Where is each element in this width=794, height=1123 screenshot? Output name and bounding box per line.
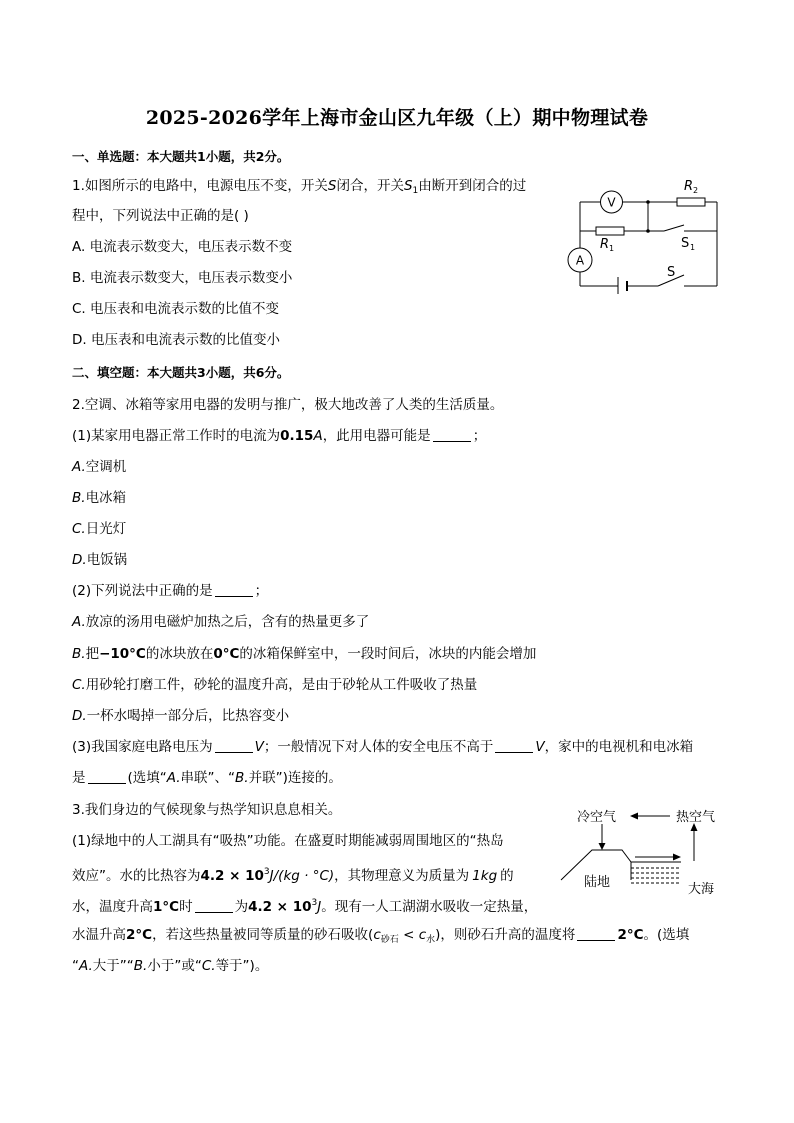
s-label: S [667,265,676,280]
q1-symbol-s1-sub: 1 [412,186,419,196]
q3-text: ，若这些热量被同等质量的砂石吸收( [152,927,374,943]
heat-unit: J [317,899,322,915]
q3-stem: 3.我们身边的气候现象与热学知识息息相关。 [72,802,342,818]
q2-p2-text: (2)下列说法中正确的是 [72,583,213,599]
option-letter: B. [72,646,86,662]
option-letter: D. [72,708,87,724]
specific-heat-value: 4.2 × 10 [200,868,264,884]
q3-part1-line4 [72,926,689,949]
q2-p2-option-b [72,645,536,663]
temperature-value: 0°C [213,646,240,662]
mass-value: 1kg [472,868,498,884]
symbol-c-sub: 砂石 [380,935,399,945]
q1-stem-line2: 程中，下列说法中正确的是( ) [72,208,249,224]
q2-p3-text-d: 是 [72,770,86,786]
option-text: 用砂轮打磨工件，砂轮的温度升高，是由于砂轮从工件吸收了热量 [85,677,478,693]
unit-v: V [254,739,264,755]
land-label: 陆地 [584,875,611,890]
symbol-c-sub: 水 [426,935,436,945]
r1-resistor [596,227,624,235]
q1-stem-text-b: 闭合，开关 [336,178,404,194]
q2-p2-option-d [72,707,289,725]
q2-p2-option-a [72,613,369,631]
temperature-value: 1°C [153,899,180,915]
q3-text: 时 [179,899,193,915]
q2-p3-safe-voltage-blank[interactable] [495,738,533,753]
option-letter: B. [133,958,148,974]
option-text-1: 把 [85,646,100,662]
q2-p1-answer-blank[interactable] [433,427,471,442]
option-letter: A. [72,459,86,475]
ammeter-label: A [575,253,585,268]
less-than: < [398,927,419,943]
q2-p1-text-a: (1)某家用电器正常工作时的电流为 [72,428,281,444]
option-text: 电饭锅 [86,552,128,568]
r2-resistor [677,198,705,206]
option-letter: A. [166,770,181,786]
q3-text: ，其物理意义为质量为 [334,868,470,884]
symbol-c: c [373,927,381,943]
option-letter: A. [79,958,93,974]
q3-text: )，则砂石升高的温度将 [435,927,576,943]
specific-heat-unit: J/(kg · °C) [269,868,335,884]
q3-compare-blank[interactable] [577,926,615,941]
hot-air-label: 热空气 [676,810,716,825]
q2-p1-current-unit: A [313,428,323,444]
q3-text: 等于”)。 [215,958,269,974]
heat-value: 4.2 × 10 [248,899,312,915]
q1-stem-line1 [72,177,526,200]
q2-p3-voltage-blank[interactable] [215,738,253,753]
q3-text: 。现有一人工湖湖水吸收一定热量， [321,899,538,915]
q2-p3-text-g: 并联”)连接的。 [248,770,342,786]
sea-breeze-diagram [555,800,735,900]
cold-air-label: 冷空气 [577,810,617,825]
q3-part1-line5 [72,957,268,975]
q2-p1-text-b: ，此用电器可能是 [322,428,431,444]
option-text: 空调机 [85,459,127,475]
q1-stem-text-c: 由断开到闭合的过 [418,178,527,194]
r1-label-sub: 1 [609,244,615,253]
s1-label: S [681,236,690,251]
circuit-diagram [560,172,730,294]
q3-text: 大于”“ [92,958,134,974]
q1-symbol-s: S [327,178,337,194]
q1-option-b: B. 电流表示数变大，电压表示数变小 [72,270,293,286]
option-text: 电冰箱 [85,490,127,506]
exponent: 3 [263,867,270,877]
q3-part1-line3 [72,894,537,916]
option-text-3: 的冰箱保鲜室中，一段时间后，冰块的内能会增加 [239,646,537,662]
q3-text: 为 [234,899,249,915]
temperature-value: −10°C [99,646,146,662]
option-text: 放凉的汤用电磁炉加热之后，含有的热量更多了 [85,614,370,630]
sea-label: 大海 [688,882,715,897]
q2-p1-end: ； [472,428,487,444]
q3-text: “ [72,958,79,974]
q2-p2-answer-blank[interactable] [215,582,253,597]
r2-label-sub: 2 [693,186,699,195]
q2-part3-line1 [72,738,693,756]
option-text-2: 的冰块放在 [145,646,214,662]
q2-part2-stem [72,582,268,600]
q3-text: 效应”。水的比热容为 [72,868,201,884]
q2-p1-option-d [72,551,127,569]
page-title: 2025-2026学年上海市金山区九年级（上）期中物理试卷 [145,107,649,129]
exponent: 3 [311,898,318,908]
section-heading-fill-blank: 二、填空题：本大题共3小题，共6分。 [72,365,290,380]
q3-text: 水，温度升高 [72,899,153,915]
q2-p3-text-c: ，家中的电视机和电冰箱 [544,739,694,755]
option-letter: C. [201,958,216,974]
q2-p1-current-value: 0.15 [280,428,314,444]
q2-stem: 2.空调、冰箱等家用电器的发明与推广，极大地改善了人类的生活质量。 [72,397,504,413]
symbol-c: c [418,927,427,943]
option-text: 日光灯 [85,521,127,537]
option-letter: B. [235,770,249,786]
q3-meaning-blank[interactable] [195,898,233,913]
q2-p2-option-c [72,676,477,694]
q2-p3-text-b: ；一般情况下对人体的安全电压不高于 [263,739,494,755]
q3-part1-line2 [72,863,514,885]
q2-p3-text-e: (选填“ [127,770,167,786]
temperature-value: 2°C [617,927,644,943]
option-text: 一杯水喝掉一部分后，比热容变小 [86,708,290,724]
q2-p1-option-b [72,489,126,507]
q2-p1-option-a [72,458,126,476]
option-letter: B. [72,490,86,506]
q2-part1-stem [72,427,486,445]
q1-stem-text-a: 1.如图所示的电路中，电源电压不变，开关 [72,178,328,194]
q2-p3-text-a: (3)我国家庭电路电压为 [72,739,213,755]
r2-label: R [684,179,694,194]
voltmeter-label: V [607,195,616,210]
option-letter: D. [72,552,87,568]
q2-p1-option-c [72,520,126,538]
q1-symbol-s1: S [403,178,413,194]
option-letter: A. [72,614,86,630]
unit-v: V [535,739,545,755]
r1-label: R [600,237,610,252]
q2-p3-text-f: 串联”、“ [180,770,236,786]
q3-text: 的 [500,868,514,884]
q1-option-c: C. 电压表和电流表示数的比值不变 [72,301,280,317]
option-letter: C. [72,521,86,537]
q3-text: 小于”或“ [147,958,202,974]
q1-option-d: D. 电压表和电流表示数的比值变小 [72,332,280,348]
q1-option-a: A. 电流表示数变大，电压表示数不变 [72,239,293,255]
q2-part3-line2 [72,769,342,787]
temperature-value: 2°C [126,927,153,943]
section-heading-single-choice: 一、单选题：本大题共1小题，共2分。 [72,149,290,164]
q2-p2-end: ； [254,583,269,599]
q3-text: 。(选填 [643,927,690,943]
option-letter: C. [72,677,86,693]
s1-label-sub: 1 [690,243,696,252]
q2-p3-connection-blank[interactable] [88,769,126,784]
q3-part1-line1: (1)绿地中的人工湖具有“吸热”功能。在盛夏时期能减弱周围地区的“热岛 [72,833,504,849]
q3-text: 水温升高 [72,927,126,943]
